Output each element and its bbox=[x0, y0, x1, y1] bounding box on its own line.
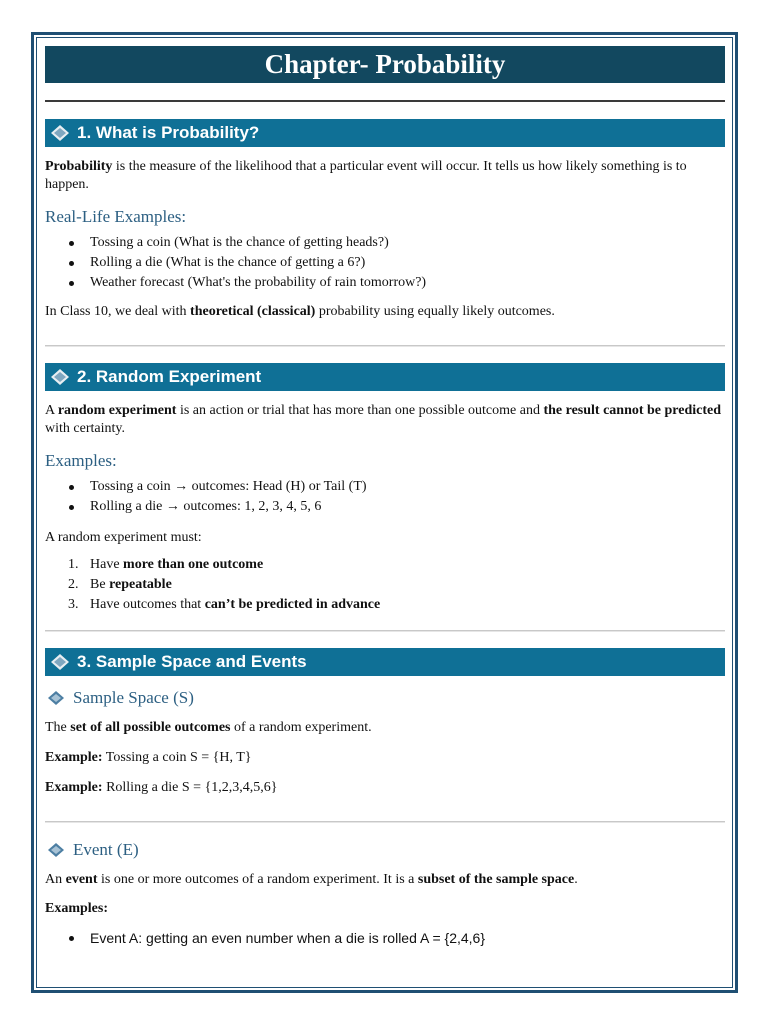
examples-heading: Examples: bbox=[45, 451, 117, 470]
sample-space-example-coin: Example: Tossing a coin S = {H, T} bbox=[45, 750, 252, 765]
list-item: 3. Have outcomes that can’t be predicted in advance bbox=[68, 597, 381, 612]
list-item: Tossing a coin (What is the chance of getting heads?) bbox=[45, 233, 725, 253]
must-intro: A random experiment must: bbox=[45, 530, 202, 545]
section-3-heading bbox=[45, 648, 725, 676]
sample-space-definition: The set of all possible outcomes of a random experiment. bbox=[45, 720, 372, 735]
random-experiment-examples bbox=[45, 477, 725, 517]
term-probability: Probability bbox=[45, 159, 113, 174]
probability-definition bbox=[45, 158, 725, 194]
section-divider bbox=[45, 345, 725, 347]
list-item: 2. Be repeatable bbox=[68, 577, 172, 592]
event-definition: An event is one or more outcomes of a random experiment. It is a subset of the sample space. bbox=[45, 872, 578, 887]
event-heading: Event (E) bbox=[45, 840, 725, 860]
diamond-icon bbox=[45, 689, 67, 707]
list-item: Weather forecast (What's the probability of rain tomorrow?) bbox=[45, 273, 725, 293]
section-heading-text: 1. What is Probability? bbox=[77, 123, 260, 142]
sample-space-example-die: Example: Rolling a die S = {1,2,3,4,5,6} bbox=[45, 780, 278, 795]
section-divider bbox=[45, 630, 725, 632]
real-life-examples-heading: Real-Life Examples: bbox=[45, 207, 187, 226]
list-item: Event A: getting an even number when a die is rolled A = {2,4,6} bbox=[45, 928, 725, 948]
diamond-icon bbox=[45, 841, 67, 859]
definition-text: is the measure of the likelihood that a particular event will occur. It tells us how likely something is to happen. bbox=[45, 159, 687, 192]
list-item: Tossing a coin → outcomes: Head (H) or Tail (T) bbox=[45, 477, 725, 497]
diamond-icon bbox=[49, 124, 71, 142]
section-heading-text: 3. Sample Space and Events bbox=[77, 652, 307, 671]
list-item: 1. Have more than one outcome bbox=[68, 557, 264, 572]
term-theoretical: theoretical (classical) bbox=[190, 304, 316, 319]
section-divider bbox=[45, 821, 725, 823]
page-title: Chapter- Probability bbox=[45, 46, 725, 83]
title-divider bbox=[45, 100, 725, 102]
must-list bbox=[45, 555, 725, 615]
event-examples-label: Examples: bbox=[45, 901, 108, 916]
section-heading-text: 2. Random Experiment bbox=[77, 367, 262, 386]
sample-space-heading: Sample Space (S) bbox=[45, 688, 725, 708]
document-content bbox=[45, 46, 725, 948]
random-experiment-definition: A random experiment is an action or trial that has more than one possible outcome and the result cannot be predicted with certainty. bbox=[45, 403, 722, 436]
diamond-icon bbox=[49, 368, 71, 386]
list-item: Rolling a die (What is the chance of getting a 6?) bbox=[45, 253, 725, 273]
real-life-examples-list bbox=[45, 233, 725, 293]
section-2-heading bbox=[45, 363, 725, 391]
event-examples-list bbox=[45, 928, 725, 948]
section-1-heading bbox=[45, 119, 725, 147]
class-10-note: In Class 10, we deal with theoretical (classical) probability using equally likely outcomes. bbox=[45, 304, 555, 319]
diamond-icon bbox=[49, 653, 71, 671]
list-item: Rolling a die → outcomes: 1, 2, 3, 4, 5, 6 bbox=[45, 497, 725, 517]
